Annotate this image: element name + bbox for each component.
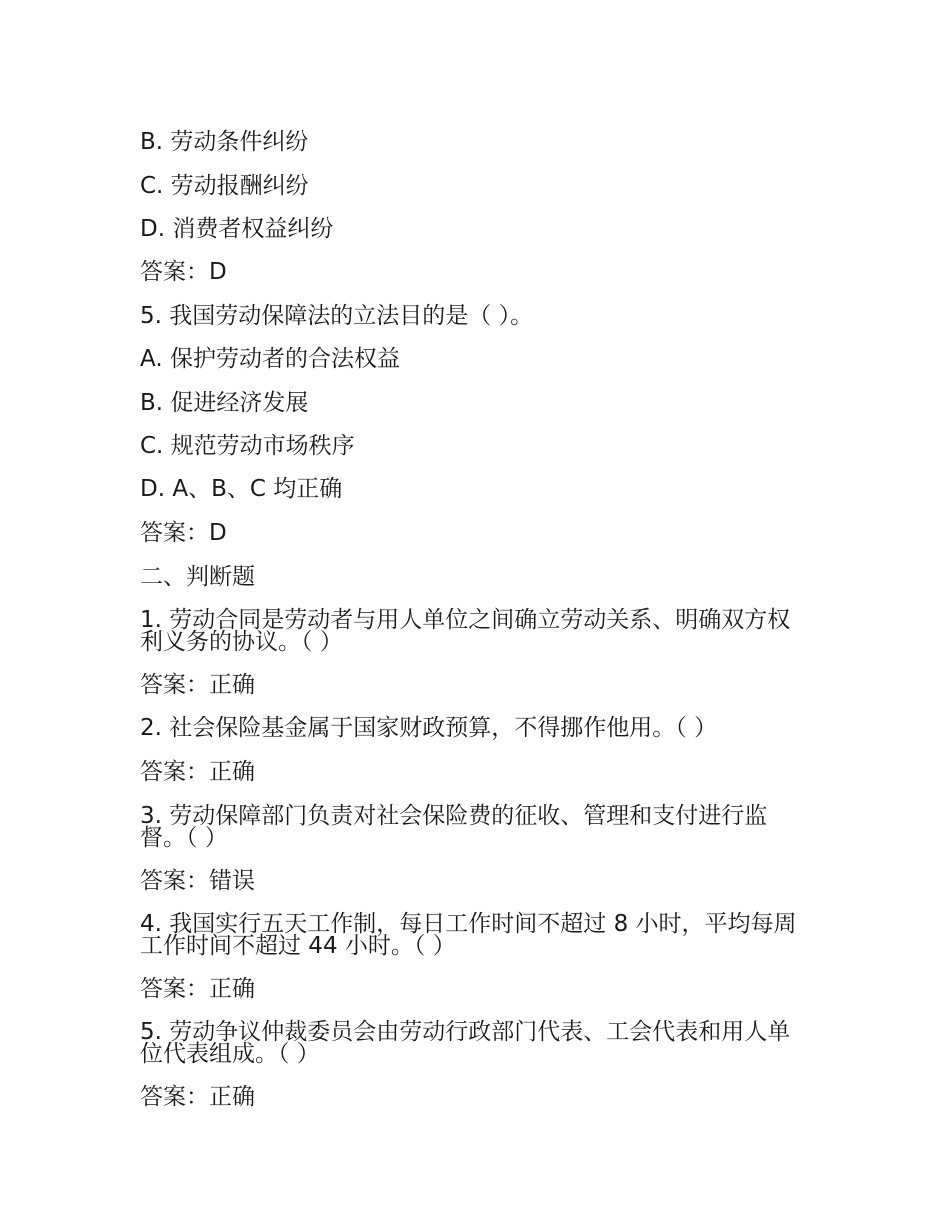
answer-line: 答案：正确 [140, 759, 255, 785]
section-heading: 二、判断题 [140, 564, 255, 590]
judgment-question-3: 3. 劳动保障部门负责对社会保险费的征收、管理和支付进行监督。（ ） [140, 803, 768, 851]
option-c-line: C. 规范劳动市场秩序 [140, 433, 355, 459]
option-a-line: A. 保护劳动者的合法权益 [140, 346, 400, 372]
answer-line: 答案：正确 [140, 672, 255, 698]
answer-line: 答案：D [140, 259, 227, 285]
answer-line: 答案：错误 [140, 868, 255, 894]
answer-line: 答案：D [140, 520, 227, 546]
option-b-line: B. 促进经济发展 [140, 390, 309, 416]
judgment-question-4: 4. 我国实行五天工作制，每日工作时间不超过 8 小时，平均每周工作时间不超过 44 小时。（ ） [140, 911, 797, 959]
judgment-question-5: 5. 劳动争议仲裁委员会由劳动行政部门代表、工会代表和用人单位代表组成。（ ） [140, 1019, 791, 1067]
option-d-line: D. A、B、C 均正确 [140, 476, 343, 502]
answer-line: 答案：正确 [140, 1084, 255, 1110]
option-c-line: C. 劳动报酬纠纷 [140, 173, 309, 199]
judgment-question-2: 2. 社会保险基金属于国家财政预算，不得挪作他用。（ ） [140, 715, 718, 741]
question-5-line: 5. 我国劳动保障法的立法目的是（ ）。 [140, 303, 534, 329]
judgment-question-1: 1. 劳动合同是劳动者与用人单位之间确立劳动关系、明确双方权利义务的协议。（ ） [140, 607, 791, 655]
option-b-line: B. 劳动条件纠纷 [140, 129, 309, 155]
answer-line: 答案：正确 [140, 976, 255, 1002]
option-d-line: D. 消费者权益纠纷 [140, 216, 334, 242]
